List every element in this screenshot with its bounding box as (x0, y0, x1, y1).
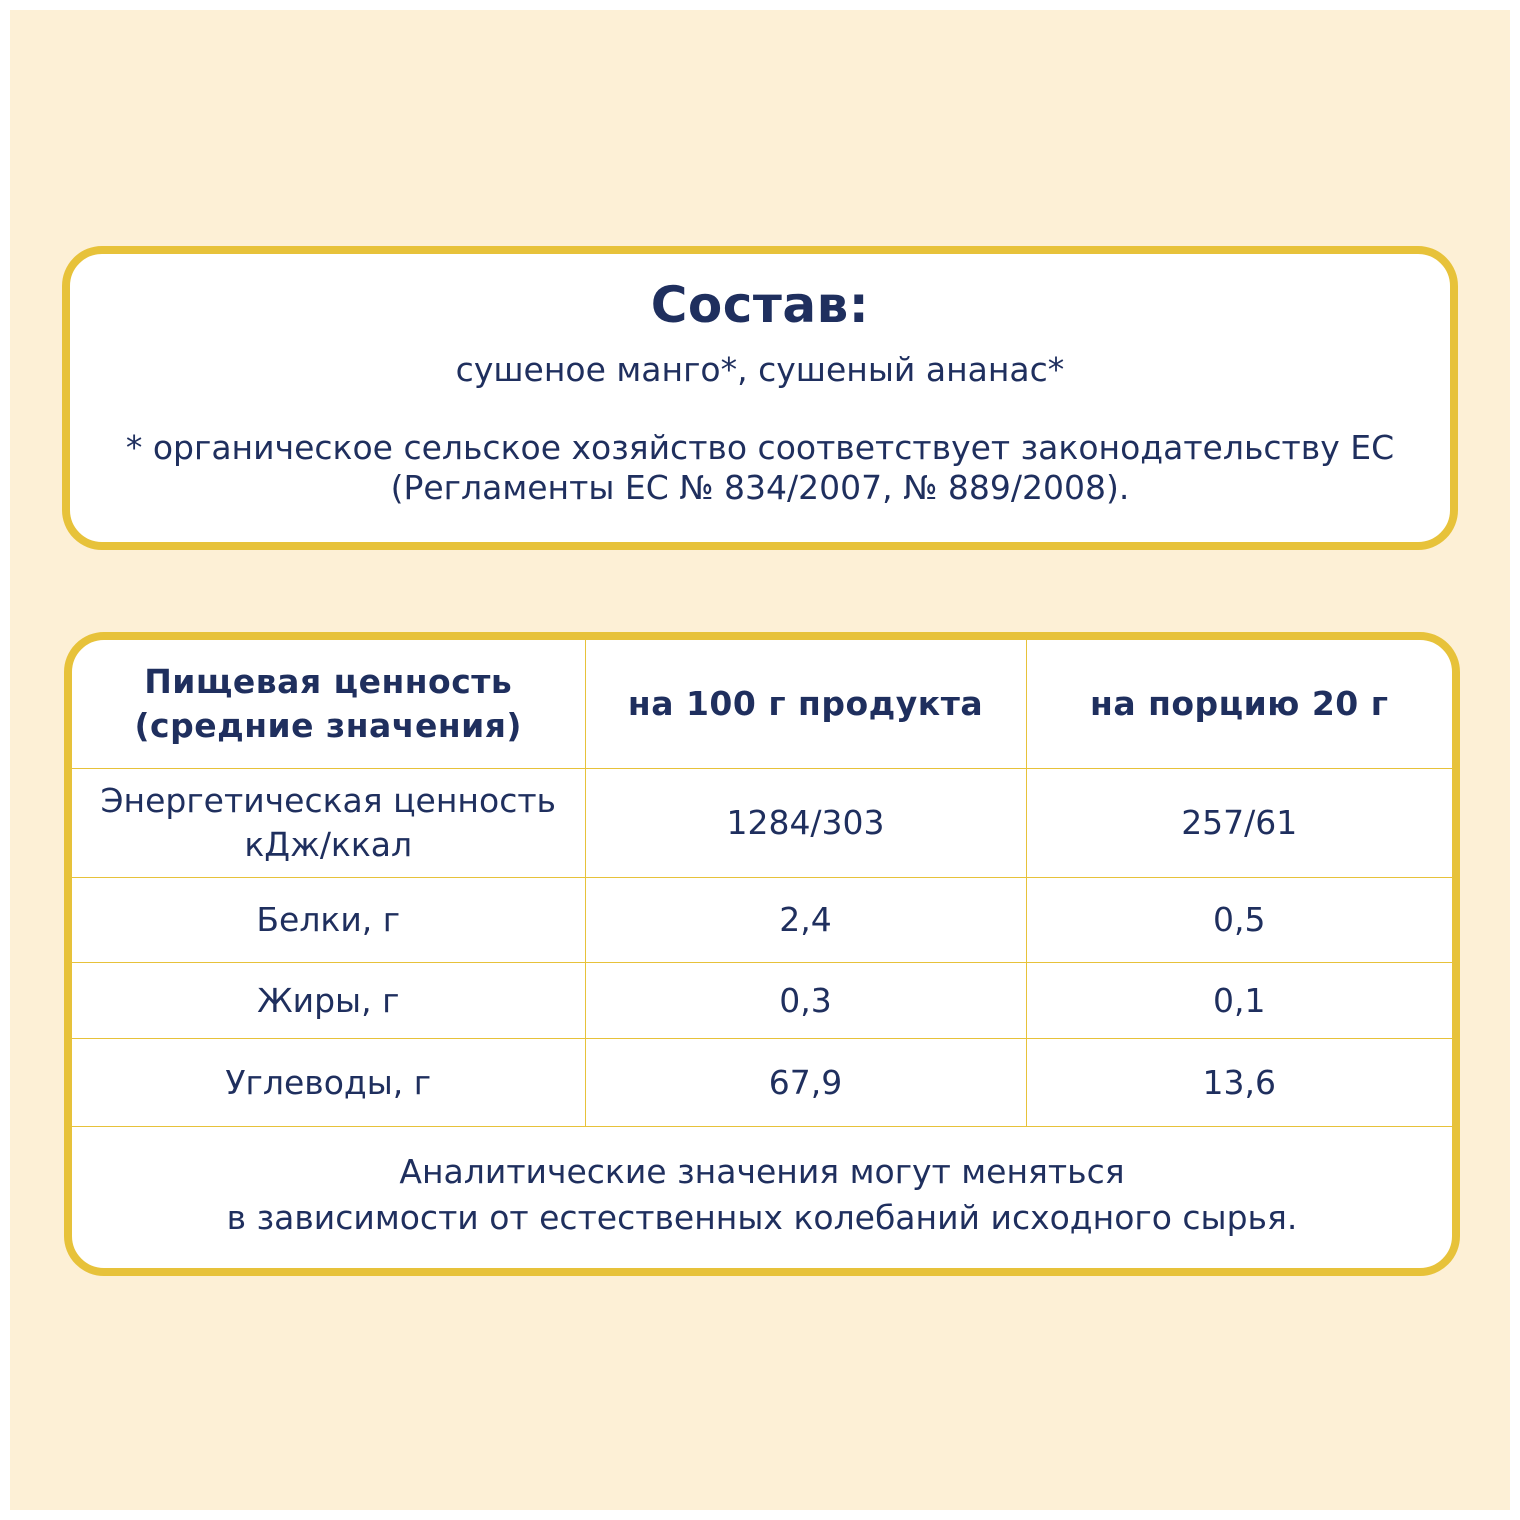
composition-ingredients: сушеное манго*, сушеный ананас* (455, 350, 1065, 389)
table-row (72, 963, 1452, 1039)
row-label: Белки, г (72, 878, 585, 963)
row-label: Жиры, г (72, 963, 585, 1039)
row-label-line1: Энергетическая ценность (100, 781, 557, 820)
composition-card (62, 246, 1458, 550)
header-nutritional-value (72, 640, 585, 769)
row-value-per100: 1284/303 (585, 769, 1026, 878)
table-row (72, 878, 1452, 963)
row-value-per-portion: 0,5 (1026, 878, 1452, 963)
nutrition-card (64, 632, 1460, 1276)
page-background (10, 10, 1510, 1510)
header-col1-line1: Пищевая ценность (144, 662, 513, 701)
nutrition-footnote (72, 1127, 1452, 1241)
row-value-per100: 0,3 (585, 963, 1026, 1039)
row-label-line2: кДж/ккал (244, 825, 413, 864)
table-row (72, 769, 1452, 878)
row-value-per100: 67,9 (585, 1039, 1026, 1127)
row-value-per-portion: 257/61 (1026, 769, 1452, 878)
header-col1-line2: (средние значения) (134, 706, 523, 745)
composition-note-line1: * органическое сельское хозяйство соответствует законодательству ЕС (125, 428, 1395, 467)
composition-title: Состав: (650, 276, 870, 334)
row-value-per-portion: 13,6 (1026, 1039, 1452, 1127)
composition-note-line2: (Регламенты ЕС № 834/2007, № 889/2008). (390, 468, 1130, 507)
row-value-per-portion: 0,1 (1026, 963, 1452, 1039)
footnote-line2: в зависимости от естественных колебаний исходного сырья. (226, 1198, 1298, 1237)
footnote-line1: Аналитические значения могут меняться (399, 1152, 1125, 1191)
row-label (72, 769, 585, 878)
nutrition-table (72, 640, 1452, 1127)
row-label: Углеводы, г (72, 1039, 585, 1127)
row-value-per100: 2,4 (585, 878, 1026, 963)
table-row (72, 1039, 1452, 1127)
header-per-100g: на 100 г продукта (585, 640, 1026, 769)
header-per-portion: на порцию 20 г (1026, 640, 1452, 769)
composition-note (70, 428, 1450, 508)
table-header-row (72, 640, 1452, 769)
